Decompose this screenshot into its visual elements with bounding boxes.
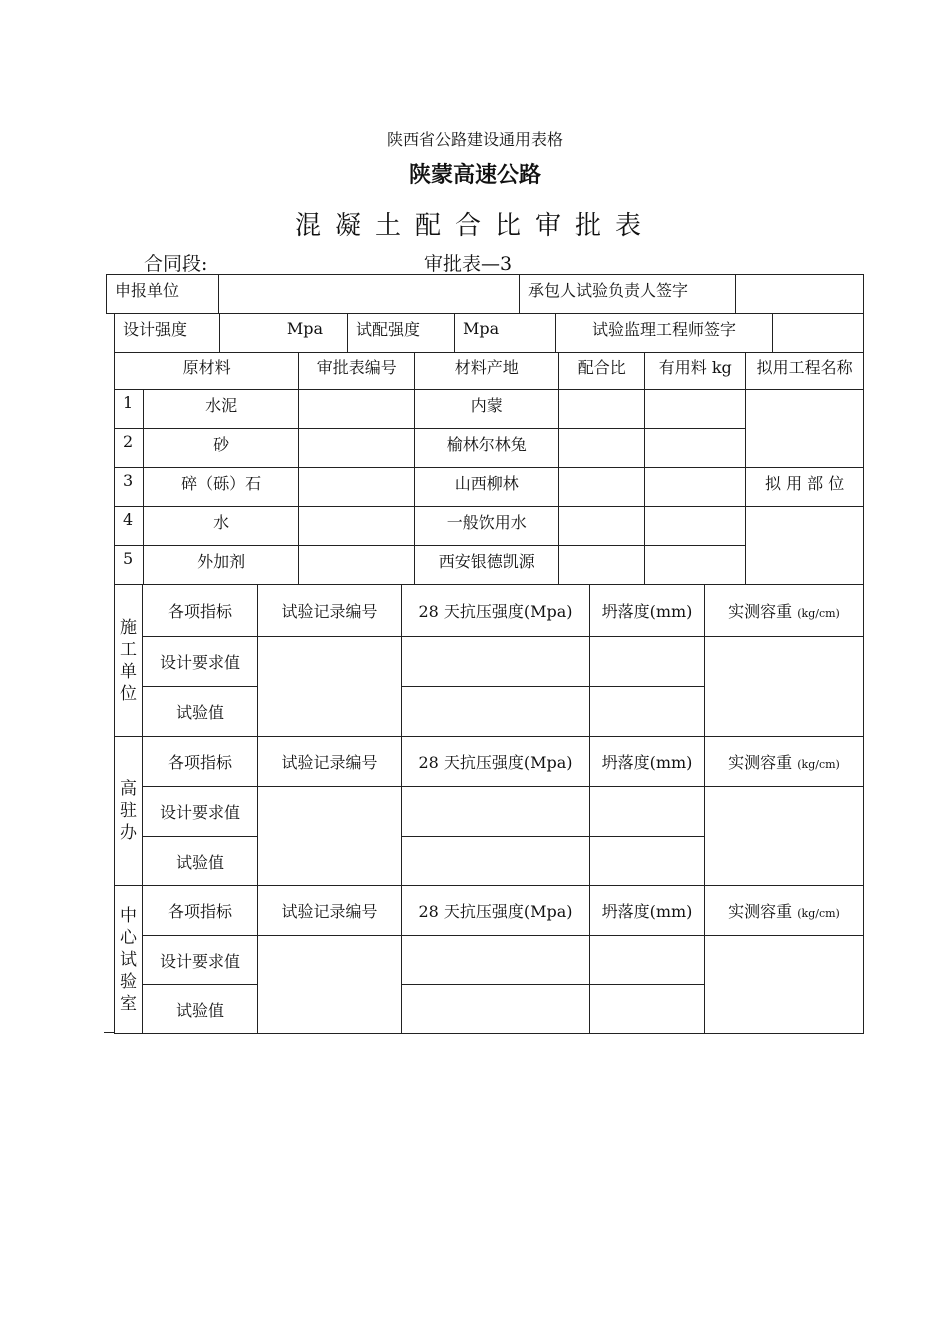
indicator-label: 各项指标	[143, 737, 258, 787]
test-value-label: 试验值	[143, 837, 258, 886]
approval-no-cell[interactable]	[299, 546, 415, 585]
design-value-label: 设计要求值	[143, 787, 258, 837]
col-ratio: 配合比	[559, 353, 645, 390]
strength-label: 28 天抗压强度(Mpa)	[402, 886, 590, 936]
materials-table	[114, 352, 864, 585]
applicant-label: 申报单位	[107, 275, 219, 314]
applicant-table	[106, 274, 864, 314]
density-label: 实测容重 (kg/cm)	[705, 585, 864, 637]
section-construction: 施 工 单 位	[115, 585, 143, 737]
material-origin: 山西柳林	[415, 468, 559, 507]
material-name: 外加剂	[144, 546, 299, 585]
record-no-cell[interactable]	[258, 787, 402, 886]
material-origin: 西安银德凯源	[415, 546, 559, 585]
indicator-label: 各项指标	[143, 886, 258, 936]
strength-design-cell[interactable]	[402, 787, 590, 837]
record-no-label: 试验记录编号	[258, 585, 402, 637]
record-no-label: 试验记录编号	[258, 737, 402, 787]
test-value-label: 试验值	[143, 985, 258, 1034]
form-title: 混凝土配合比审批表	[294, 211, 655, 241]
slump-design-cell[interactable]	[590, 936, 705, 985]
density-cell[interactable]	[705, 936, 864, 1034]
material-origin: 内蒙	[415, 390, 559, 429]
strength-test-cell[interactable]	[402, 687, 590, 737]
section-office: 高 驻 办	[115, 737, 143, 886]
contractor-sign-label: 承包人试验负责人签字	[520, 275, 736, 314]
planned-part-label: 拟 用 部 位	[746, 468, 864, 507]
section-center-lab: 中 心 试 验 室	[115, 886, 143, 1034]
row-no: 3	[115, 468, 144, 507]
ratio-cell[interactable]	[559, 546, 645, 585]
project-name-cell[interactable]	[746, 390, 864, 468]
row-no: 5	[115, 546, 144, 585]
usable-cell[interactable]	[645, 390, 746, 429]
slump-design-cell[interactable]	[590, 787, 705, 837]
strength-test-cell[interactable]	[402, 985, 590, 1034]
approval-no-cell[interactable]	[299, 429, 415, 468]
row-no: 4	[115, 507, 144, 546]
design-value-label: 设计要求值	[143, 637, 258, 687]
supervisor-sign-value[interactable]	[773, 314, 864, 353]
ratio-cell[interactable]	[559, 507, 645, 546]
trial-strength-label: 试配强度	[348, 314, 455, 353]
bottom-left-rule	[104, 1032, 114, 1033]
org-heading: 陕西省公路建设通用表格	[386, 130, 563, 149]
strength-design-cell[interactable]	[402, 637, 590, 687]
material-name: 砂	[144, 429, 299, 468]
material-name: 水泥	[144, 390, 299, 429]
col-material: 原材料	[115, 353, 299, 390]
density-cell[interactable]	[705, 637, 864, 737]
row-no: 1	[115, 390, 144, 429]
slump-test-cell[interactable]	[590, 837, 705, 886]
planned-part-cell[interactable]	[746, 507, 864, 585]
project-heading: 陕蒙高速公路	[408, 163, 541, 188]
col-approval-no: 审批表编号	[299, 353, 415, 390]
strength-design-cell[interactable]	[402, 936, 590, 985]
usable-cell[interactable]	[645, 468, 746, 507]
approval-no-cell[interactable]	[299, 390, 415, 429]
slump-label: 坍落度(mm)	[590, 585, 705, 637]
col-usable: 有用料 kg	[645, 353, 746, 390]
test-value-label: 试验值	[143, 687, 258, 737]
indicator-label: 各项指标	[143, 585, 258, 637]
usable-cell[interactable]	[645, 429, 746, 468]
ratio-cell[interactable]	[559, 429, 645, 468]
col-project-name: 拟用工程名称	[746, 353, 864, 390]
applicant-value[interactable]	[219, 275, 520, 314]
record-no-label: 试验记录编号	[258, 886, 402, 936]
slump-design-cell[interactable]	[590, 637, 705, 687]
slump-label: 坍落度(mm)	[590, 737, 705, 787]
approval-no-cell[interactable]	[299, 468, 415, 507]
form-number: 审批表—3	[424, 253, 513, 275]
strength-table	[114, 313, 864, 353]
design-strength-unit: Mpa	[220, 314, 348, 353]
material-name: 碎（砾）石	[144, 468, 299, 507]
slump-test-cell[interactable]	[590, 687, 705, 737]
strength-label: 28 天抗压强度(Mpa)	[402, 585, 590, 637]
strength-label: 28 天抗压强度(Mpa)	[402, 737, 590, 787]
slump-test-cell[interactable]	[590, 985, 705, 1034]
design-strength-label: 设计强度	[115, 314, 220, 353]
ratio-cell[interactable]	[559, 468, 645, 507]
record-no-cell[interactable]	[258, 936, 402, 1034]
material-name: 水	[144, 507, 299, 546]
supervisor-sign-label: 试验监理工程师签字	[556, 314, 773, 353]
usable-cell[interactable]	[645, 546, 746, 585]
contractor-sign-value[interactable]	[736, 275, 864, 314]
record-no-cell[interactable]	[258, 637, 402, 737]
density-cell[interactable]	[705, 787, 864, 886]
density-label: 实测容重 (kg/cm)	[705, 737, 864, 787]
density-label: 实测容重 (kg/cm)	[705, 886, 864, 936]
contract-section-label: 合同段:	[144, 253, 208, 275]
trial-strength-unit: Mpa	[455, 314, 556, 353]
design-value-label: 设计要求值	[143, 936, 258, 985]
slump-label: 坍落度(mm)	[590, 886, 705, 936]
col-origin: 材料产地	[415, 353, 559, 390]
material-origin: 一般饮用水	[415, 507, 559, 546]
test-table	[114, 584, 864, 1034]
ratio-cell[interactable]	[559, 390, 645, 429]
material-origin: 榆林尔林兔	[415, 429, 559, 468]
row-no: 2	[115, 429, 144, 468]
strength-test-cell[interactable]	[402, 837, 590, 886]
approval-no-cell[interactable]	[299, 507, 415, 546]
usable-cell[interactable]	[645, 507, 746, 546]
